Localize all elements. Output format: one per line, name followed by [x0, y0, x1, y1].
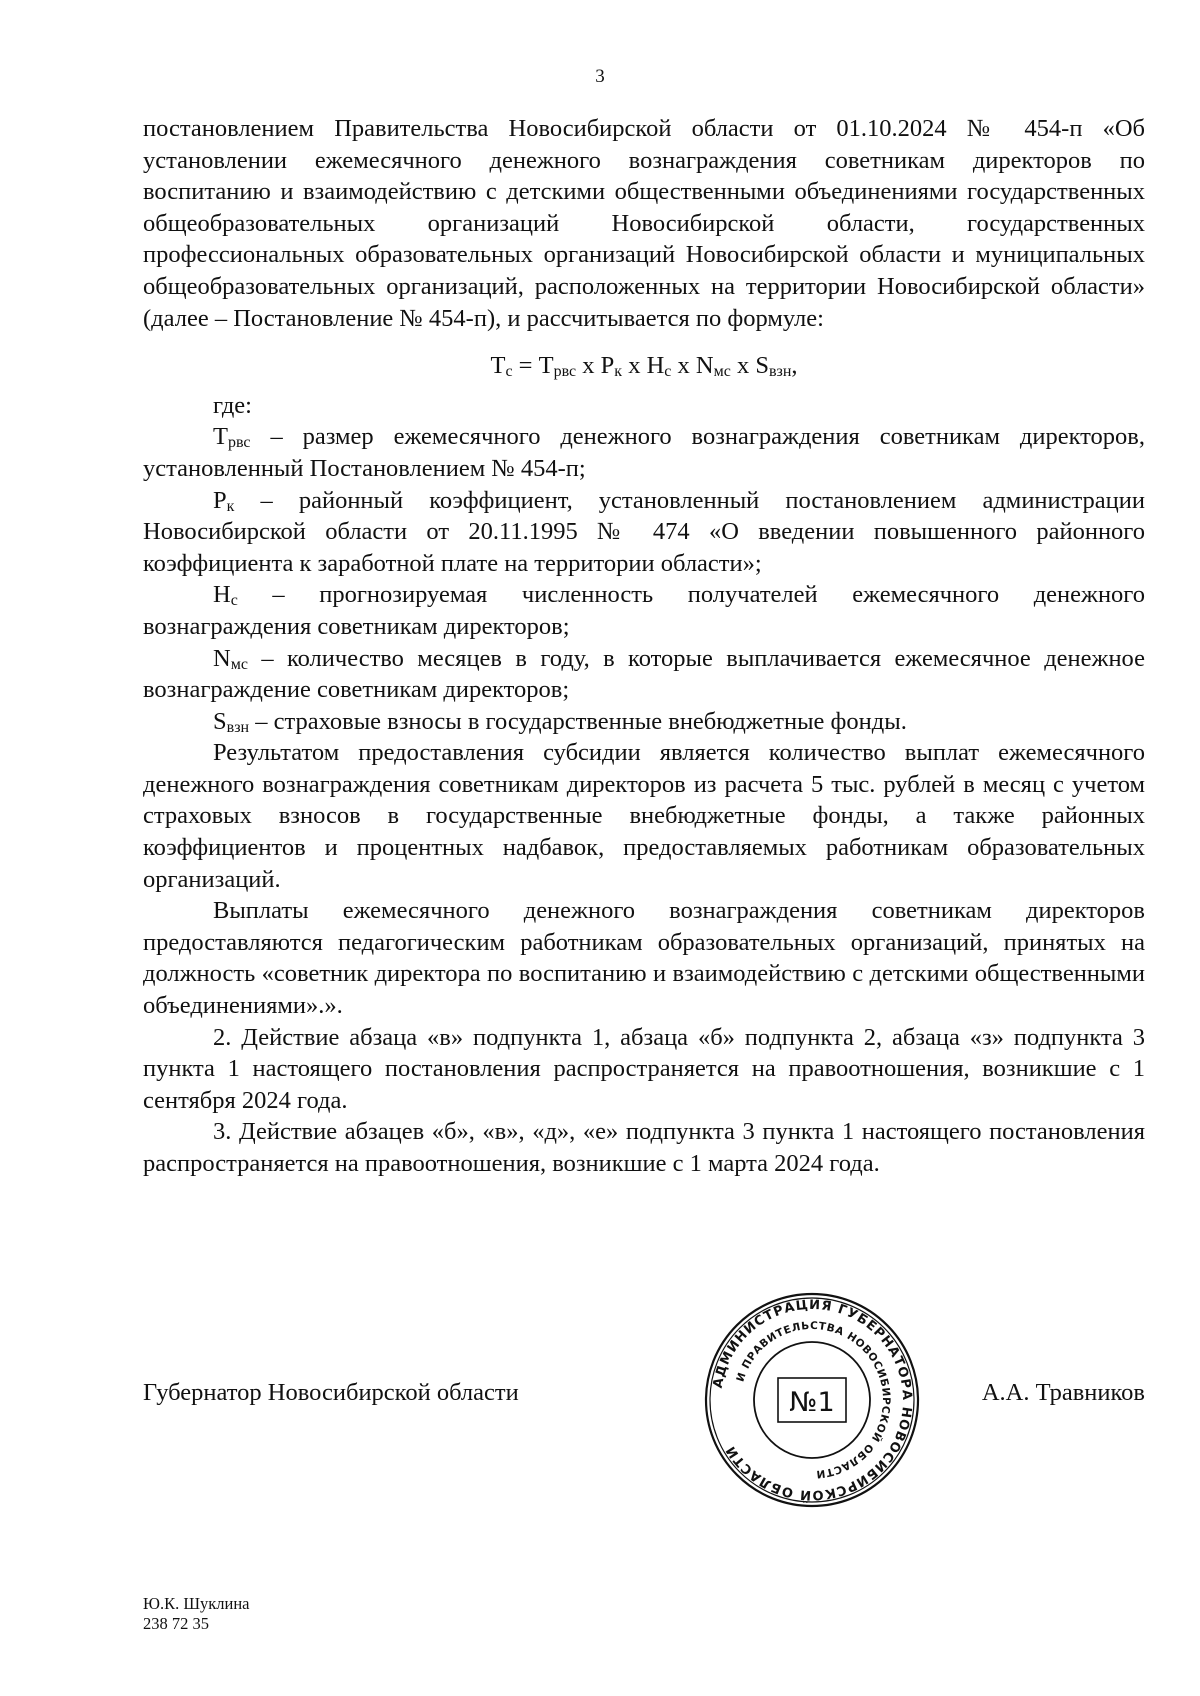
executor-info	[143, 1594, 249, 1634]
executor-name: Ю.К. Шуклина	[143, 1594, 250, 1613]
formula-svzn: S	[755, 352, 769, 380]
formula-hc: Н	[646, 352, 665, 380]
definition-nms: $N_{мс}$ – количество месяцев в году, в которые выплачивается ежемесячное денежное вознаграждение советникам директоров;	[143, 644, 1145, 704]
paragraph-intro: постановлением Правительства Новосибирской области от 01.10.2024 № 454-п «Об установлении ежемесячного денежного вознаграждения советникам директоров по воспитанию и взаимодействию с детскими общественными объединениями государственных общеобразовательных организаций Новосибирской области, государственных профессиональных образовательных организаций Новосибирской области и муниципальных общеобразовательных организаций, расположенных на территории Новосибирской области» (далее – Постановление № 454-п), и рассчитывается по формуле:	[143, 115, 1145, 332]
document-body	[143, 113, 1145, 1180]
svg-text:И ПРАВИТЕЛЬСТВА НОВОСИБИРСКОЙ: И ПРАВИТЕЛЬСТВА НОВОСИБИРСКОЙ ОБЛАСТИ	[734, 1319, 893, 1481]
paragraph-item-2: 2. Действие абзаца «в» подпункта 1, абзаца «б» подпункта 2, абзаца «з» подпункта 3 пункта 1 настоящего постановления распространяется на правоотношения, возникшие с 1 сентября 2024 года.	[143, 1023, 1145, 1114]
formula: $Т_с = Т_{рвс}$ х $Р_к$ х $Н_с$ х $N_{мс}$ х $S_{взн}$,	[490, 352, 798, 381]
definition-rk: $Р_к$ – районный коэффициент, установленный постановлением администрации Новосибирской области от 20.11.1995 № 474 «О введении повышенного районного коэффициента к заработной плате на территории области»;	[143, 486, 1145, 577]
executor-phone: 238 72 35	[143, 1614, 209, 1633]
official-seal-icon	[702, 1290, 922, 1510]
definition-trvs: $Т_{рвс}$ – размер ежемесячного денежного вознаграждения советникам директоров, установленный Постановлением № 454-п;	[143, 423, 1145, 482]
paragraph-where: где:	[213, 391, 252, 419]
formula-t: Т	[490, 352, 506, 380]
svg-text:АДМИНИСТРАЦИЯ ГУБЕРНАТОРА НОВО: АДМИНИСТРАЦИЯ ГУБЕРНАТОРА НОВОСИБИРСКОЙ ОБЛАСТИ	[710, 1297, 915, 1503]
paragraph-payments: Выплаты ежемесячного денежного вознаграждения советникам директоров предоставляются педагогическим работникам образовательных организаций, принятых на должность «советник директора по воспитанию и взаимодействию с детскими общественными объединениями».».	[143, 897, 1145, 1020]
signature-position: Губернатор Новосибирской области	[143, 1379, 519, 1406]
formula-trvs: Т	[538, 352, 554, 380]
signature-name: А.А. Травников	[981, 1379, 1145, 1406]
definition-svzn: $S_{взн}$ – страховые взносы в государственные внебюджетные фонды.	[213, 707, 907, 736]
paragraph-item-3: 3. Действие абзацев «б», «в», «д», «е» подпункта 3 пункта 1 настоящего постановления распространяется на правоотношения, возникшие с 1 марта 2024 года.	[143, 1118, 1145, 1177]
formula-nms: N	[695, 352, 714, 380]
page-number: 3	[595, 66, 605, 87]
seal-number: №1	[789, 1387, 835, 1418]
paragraph-result: Результатом предоставления субсидии является количество выплат ежемесячного денежного вознаграждения советникам директоров из расчета 5 тыс. рублей в месяц с учетом страховых взносов в государственные внебюджетные фонды, а также районных коэффициентов и процентных надбавок, предоставляемых работникам образовательных организаций.	[143, 739, 1145, 893]
definition-hc: $Н_с$ – прогнозируемая численность получателей ежемесячного денежного вознаграждения советникам директоров;	[143, 581, 1145, 640]
formula-rk: Р	[600, 352, 615, 380]
